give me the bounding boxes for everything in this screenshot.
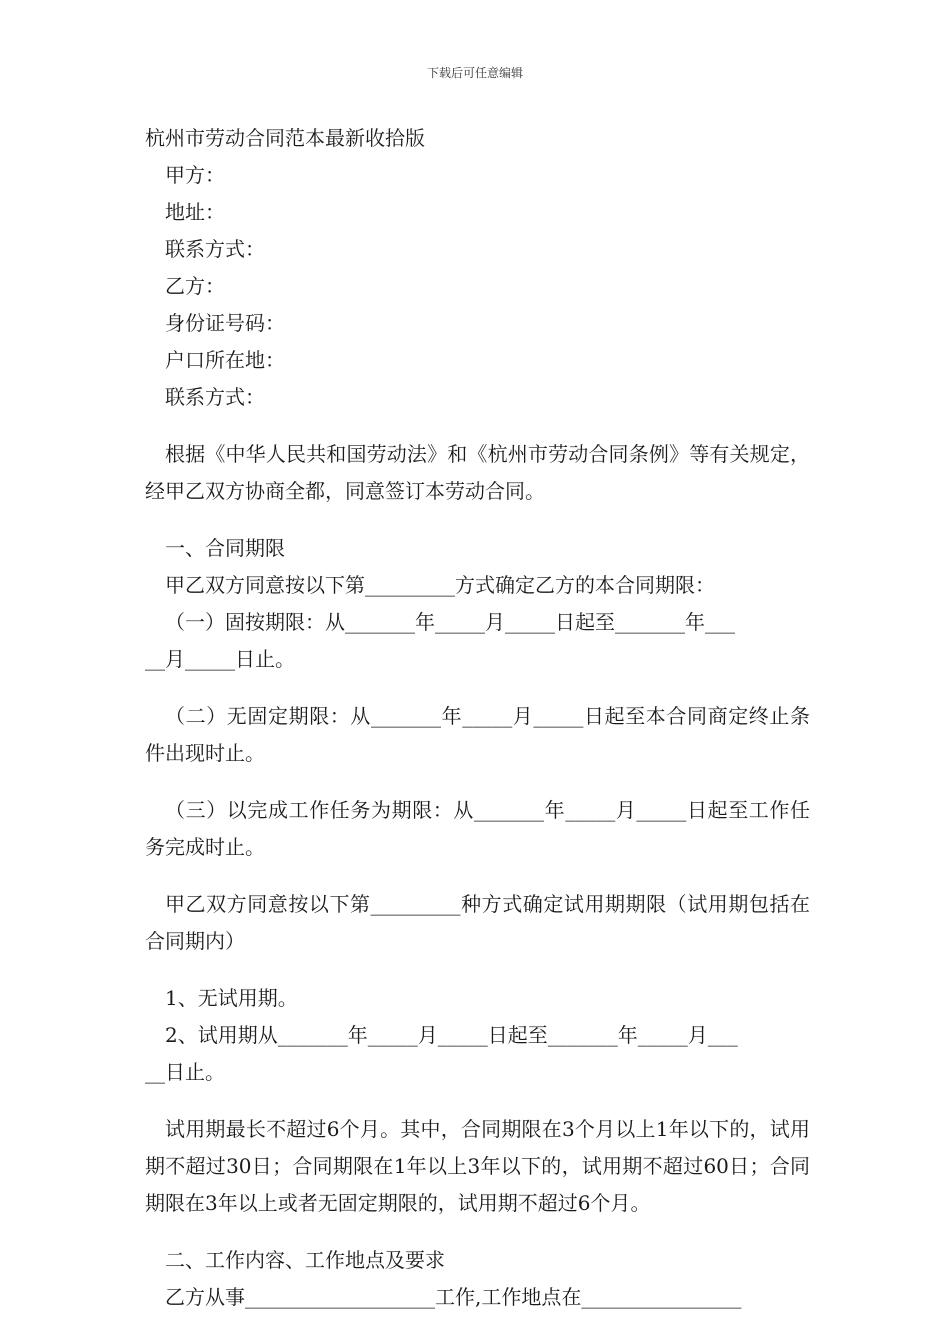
party-a-contact: 联系方式： bbox=[165, 237, 265, 261]
no-probation: 1、无试用期。 bbox=[165, 986, 298, 1010]
intro-paragraph: 根据《中华人民共和国劳动法》和《杭州市劳动合同条例》等有关规定，经甲乙双方协商全都，同意签订本劳动合同。 bbox=[145, 442, 810, 503]
party-a-address: 地址： bbox=[165, 200, 225, 224]
party-b-household: 户口所在地： bbox=[165, 348, 285, 372]
party-b-label: 乙方： bbox=[165, 274, 225, 298]
probation-line1: 2、试用期从_______年_____月_____日起至_______年_____月___ bbox=[165, 1023, 738, 1047]
party-b-id-number: 身份证号码： bbox=[165, 311, 285, 335]
document-title: 杭州市劳动合同范本最新收拾版 bbox=[145, 126, 425, 150]
job-line: 乙方从事___________________工作,工作地点在________________ bbox=[165, 1285, 742, 1309]
document-body bbox=[145, 120, 810, 1316]
section1-heading: 一、合同期限 bbox=[165, 536, 285, 560]
page-header: 下载后可任意编辑 bbox=[426, 66, 523, 80]
fixed-term-line2: __月_____日止。 bbox=[145, 647, 295, 671]
party-a-label: 甲方： bbox=[165, 163, 225, 187]
fixed-term-line1: （一）固按期限：从_______年_____月_____日起至_______年___ bbox=[165, 610, 735, 634]
probation-line2: __日止。 bbox=[145, 1060, 225, 1084]
open-term: （二）无固定期限：从_______年_____月_____日起至本合同商定终止条件出现时止。 bbox=[145, 704, 810, 765]
probation-rule: 试用期最长不超过6个月。其中，合同期限在3个月以上1年以下的，试用期不超过30日；合同期限在1年以上3年以下的，试用期不超过60日；合同期限在3年以上或者无固定期限的，试用期不超过6个月。 bbox=[145, 1117, 810, 1215]
probation-choice: 甲乙双方同意按以下第_________种方式确定试用期期限（试用期包括在合同期内） bbox=[145, 892, 810, 953]
section2-heading: 二、工作内容、工作地点及要求 bbox=[165, 1248, 445, 1272]
party-b-contact: 联系方式： bbox=[165, 385, 265, 409]
term-choice: 甲乙双方同意按以下第_________方式确定乙方的本合同期限： bbox=[165, 573, 715, 597]
task-term: （三）以完成工作任务为期限：从_______年_____月_____日起至工作任务完成时止。 bbox=[145, 798, 810, 859]
